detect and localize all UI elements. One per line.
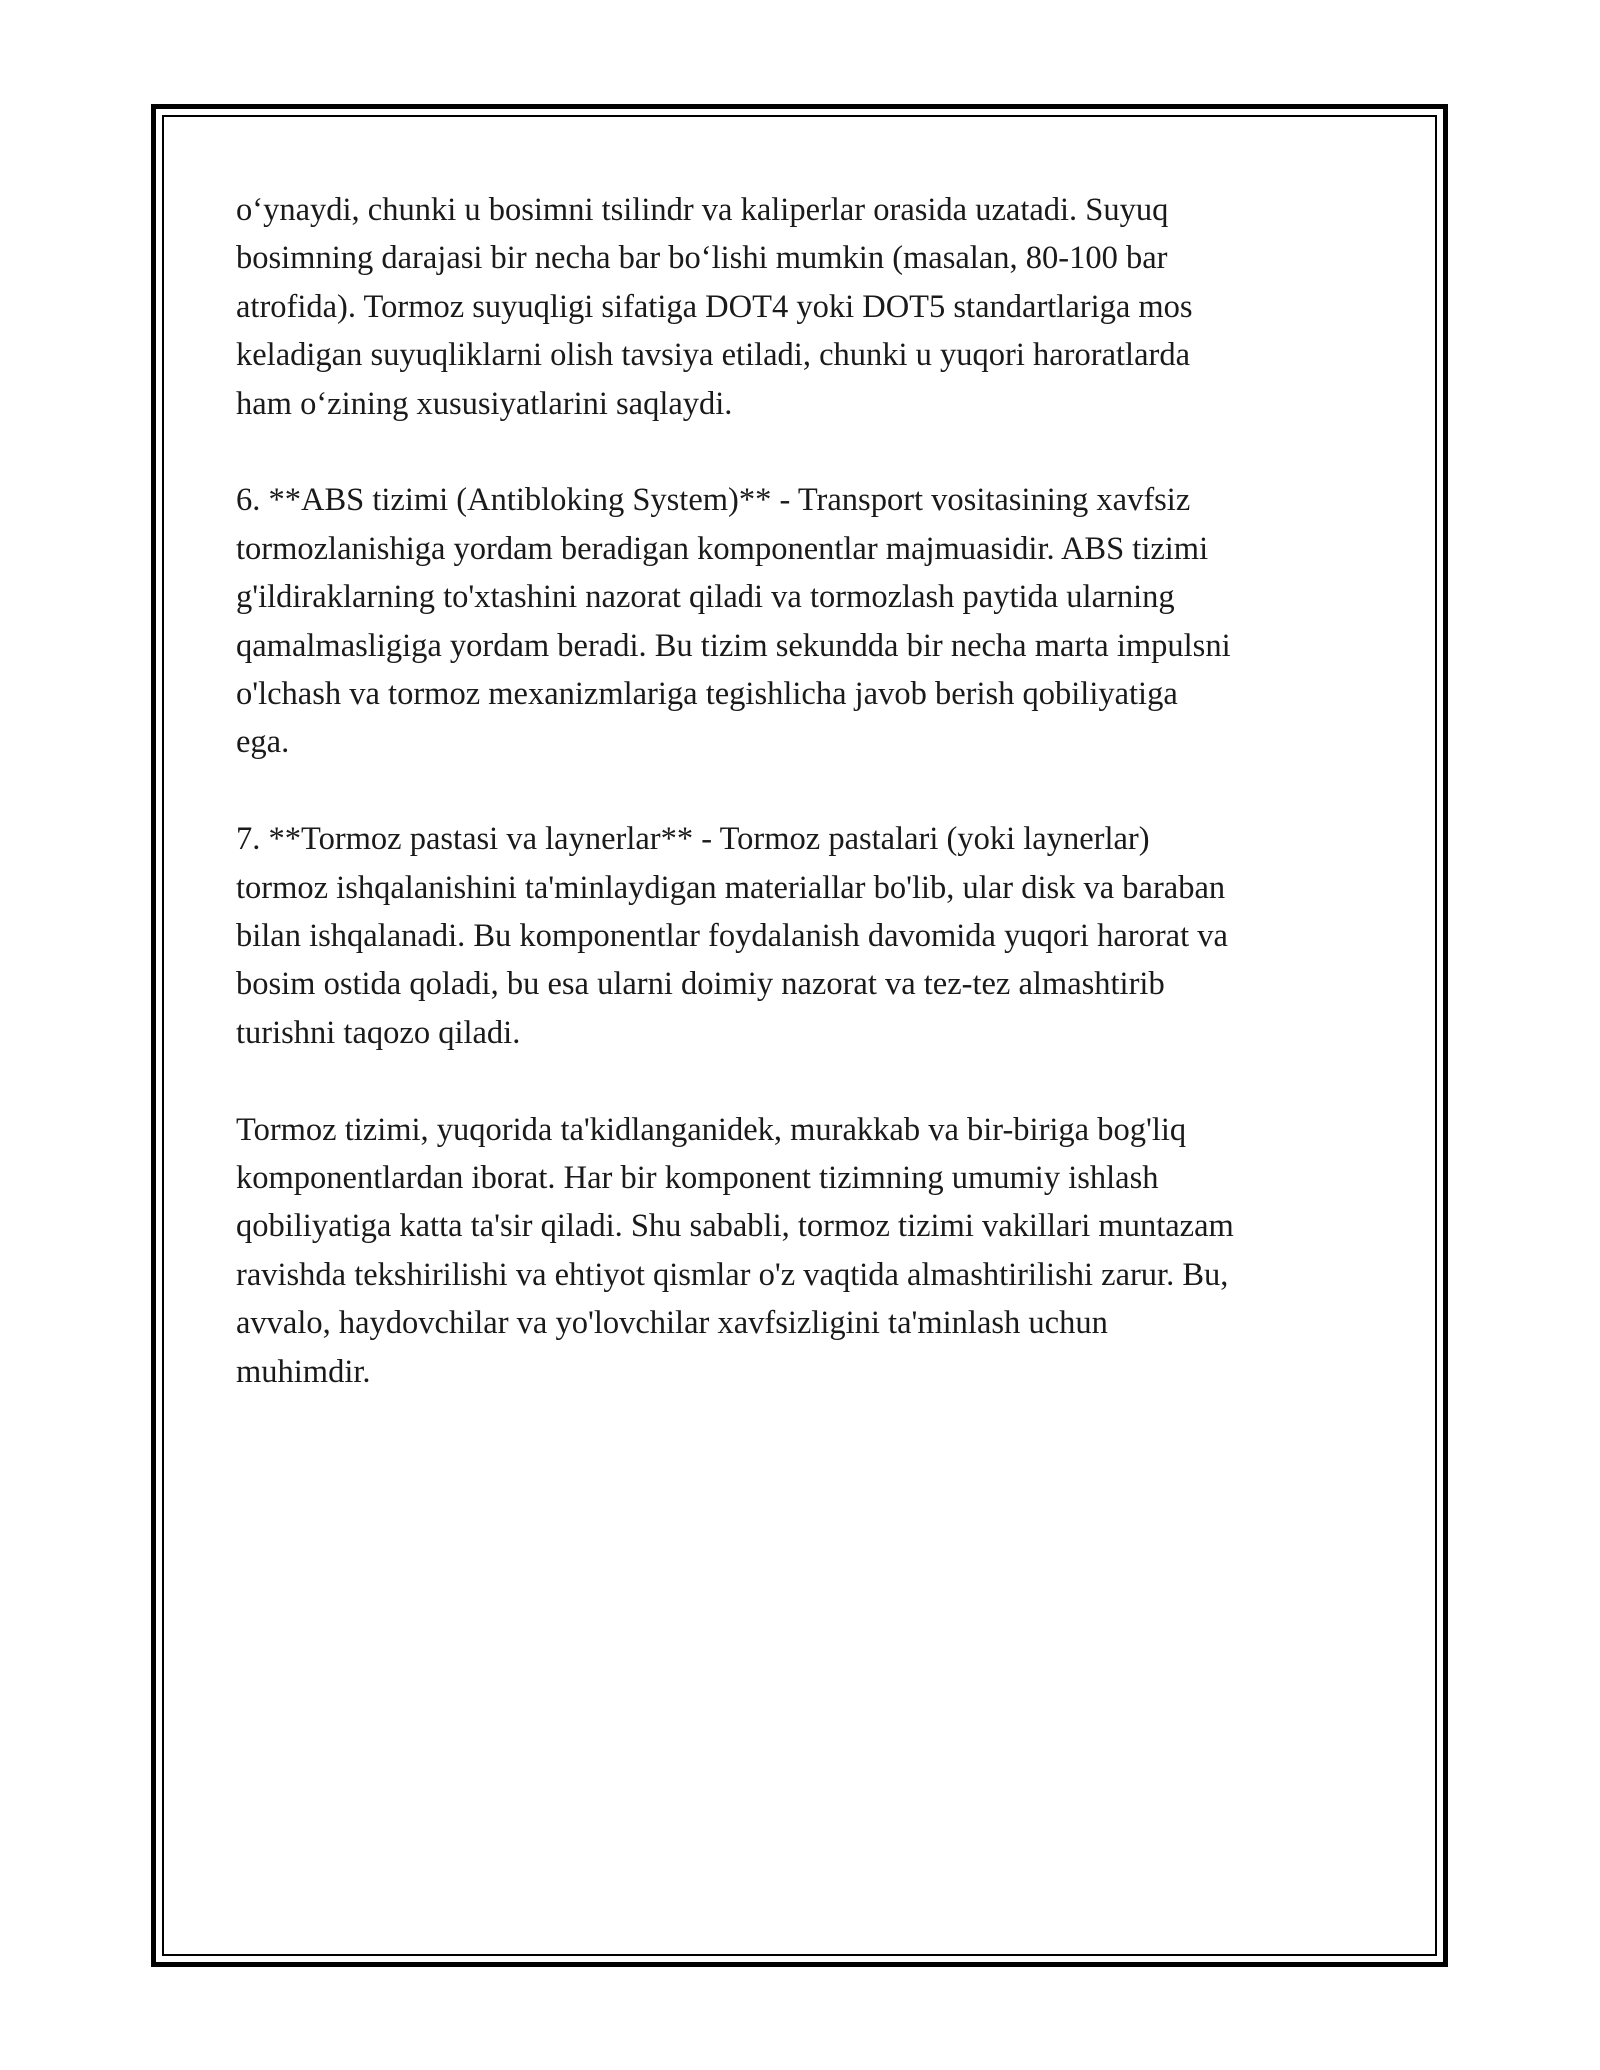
paragraph-abs-system: 6. **ABS tizimi (Antibloking System)** - Transport vositasining xavfsiz tormozlanishiga yordam beradigan komponentlar majmuasidir. ABS tizimi g'ildiraklarning to'xtashini nazorat qiladi va tormozlash paytida ularning qamalmasligiga yordam beradi. Bu tizim sekundda bir necha marta impulsni o'lchash va tormoz mexanizmlariga tegishlicha javob berish qobiliyatiga ega. (236, 482, 1231, 761)
paragraph-brake-fluid: o‘ynaydi, chunki u bosimni tsilindr va kaliperlar orasida uzatadi. Suyuq bosimning darajasi bir necha bar bo‘lishi mumkin (masalan, 80-100 bar atrofida). Tormoz suyuqligi sifatiga DOT4 yoki DOT5 standartlariga mos keladigan suyuqliklarni olish tavsiya etiladi, chunki u yuqori haroratlarda ham o‘zining xususiyatlarini saqlaydi. (236, 192, 1193, 422)
paragraph-brake-pads: 7. **Tormoz pastasi va laynerlar** - Tormoz pastalari (yoki laynerlar) tormoz ishqalanishini ta'minlaydigan materiallar bo'lib, ular disk va baraban bilan ishqalanadi. Bu komponentlar foydalanish davomida yuqori harorat va bosim ostida qoladi, bu esa ularni doimiy nazorat va tez-tez almashtirib turishni taqozo qiladi. (236, 821, 1228, 1051)
paragraph-conclusion: Tormoz tizimi, yuqorida ta'kidlanganidek, murakkab va bir-biriga bog'liq komponentlardan iborat. Har bir komponent tizimning umumiy ishlash qobiliyatiga katta ta'sir qiladi. Shu sababli, tormoz tizimi vakillari muntazam ravishda tekshirilishi va ehtiyot qismlar o'z vaqtida almashtirilishi zarur. Bu, avvalo, haydovchilar va yo'lovchilar xavfsizligini ta'minlash uchun muhimdir. (236, 1111, 1234, 1390)
document-body (236, 186, 1366, 1445)
